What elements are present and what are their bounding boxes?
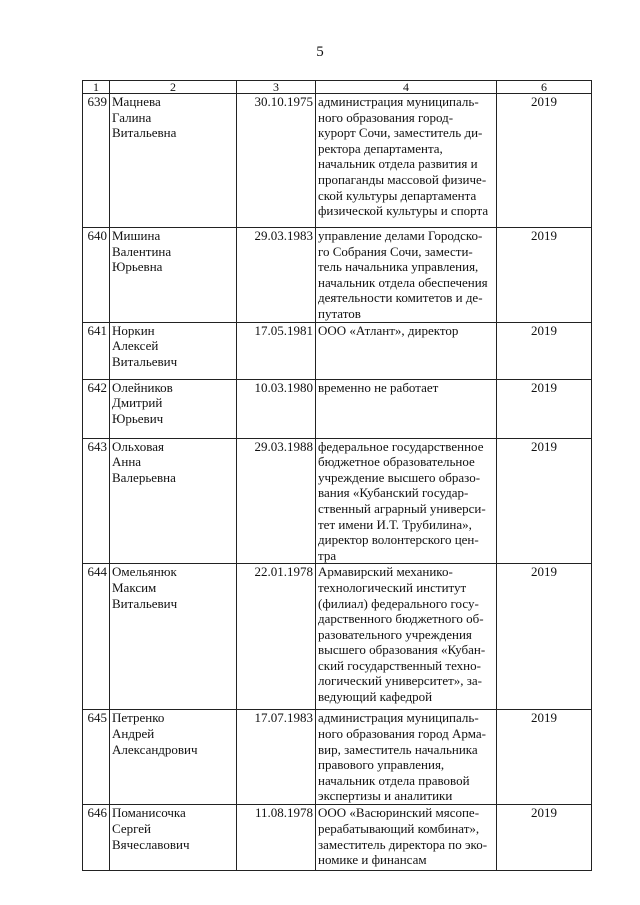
cell-name-line: Галина (112, 109, 152, 125)
table-row (83, 228, 592, 323)
table-row (83, 710, 592, 805)
cell-workplace-line: (филиал) федерального госу- (318, 595, 479, 611)
cell-name-line: Максим (112, 579, 157, 595)
cell-name (110, 228, 237, 323)
cell-workplace-line: заместитель директора по эко- (318, 836, 488, 852)
cell-workplace (316, 228, 497, 323)
cell-workplace-line: пропаганды массовой физиче- (318, 171, 487, 187)
header-col-birth-date: 3 (237, 81, 316, 94)
cell-workplace-line: номике и финансам (318, 852, 427, 868)
cell-name-line: Анна (112, 454, 142, 470)
registry-table (82, 80, 592, 871)
cell-birth-date: 30.10.1975 (237, 94, 316, 228)
cell-year: 2019 (497, 228, 592, 323)
cell-workplace (316, 438, 497, 564)
cell-year: 2019 (497, 564, 592, 710)
cell-workplace-line: ного образования город- (318, 109, 454, 125)
cell-workplace-line: Армавирский механико- (318, 564, 453, 580)
table-row (83, 94, 592, 228)
cell-workplace-line: начальник отдела обеспечения (318, 274, 488, 290)
cell-workplace (316, 710, 497, 805)
cell-workplace-line: администрация муниципаль- (318, 94, 479, 109)
cell-birth-date: 22.01.1978 (237, 564, 316, 710)
cell-name-line: Сергей (112, 820, 151, 836)
cell-birth-date: 17.07.1983 (237, 710, 316, 805)
header-col-year: 6 (497, 81, 592, 94)
cell-workplace-line: вания «Кубанский государ- (318, 485, 469, 501)
cell-name (110, 805, 237, 871)
cell-name-line: Ольховая (112, 438, 165, 454)
cell-birth-date: 17.05.1981 (237, 322, 316, 379)
cell-name-line: Юрьевич (112, 410, 164, 426)
cell-name (110, 379, 237, 438)
cell-name-line: Мацнева (112, 94, 161, 109)
cell-workplace-line: тет имени И.Т. Трубилина», (318, 516, 472, 532)
cell-name (110, 438, 237, 564)
cell-workplace-line: начальник отдела правовой (318, 772, 470, 788)
table-row (83, 564, 592, 710)
header-col-number: 1 (83, 81, 110, 94)
cell-number: 642 (83, 379, 110, 438)
cell-workplace-line: временно не работает (318, 379, 439, 395)
cell-workplace-line: высшего образования «Кубан- (318, 642, 486, 658)
cell-birth-date: 11.08.1978 (237, 805, 316, 871)
table-row (83, 438, 592, 564)
cell-name-line: Витальевна (112, 125, 177, 141)
cell-workplace-line: дарственного бюджетного об- (318, 611, 484, 627)
cell-name-line: Вячеславович (112, 836, 190, 852)
cell-workplace (316, 564, 497, 710)
header-col-workplace: 4 (316, 81, 497, 94)
cell-workplace-line: рерабатывающий комбинат», (318, 820, 480, 836)
cell-name (110, 94, 237, 228)
cell-name-line: Поманисочка (112, 805, 186, 821)
cell-number: 644 (83, 564, 110, 710)
page-number: 5 (316, 44, 324, 60)
cell-workplace-line: путатов (318, 305, 361, 321)
cell-name-line: Витальевич (112, 595, 178, 611)
cell-number: 643 (83, 438, 110, 564)
cell-workplace-line: ного образования город Арма- (318, 725, 486, 741)
cell-workplace-line: администрация муниципаль- (318, 710, 479, 726)
cell-workplace (316, 94, 497, 228)
cell-workplace-line: федеральное государственное (318, 438, 484, 454)
cell-workplace-line: ведующий кафедрой (318, 689, 433, 705)
cell-year: 2019 (497, 710, 592, 805)
cell-workplace-line: разовательного учреждения (318, 626, 472, 642)
cell-name (110, 564, 237, 710)
cell-workplace (316, 805, 497, 871)
cell-year: 2019 (497, 94, 592, 228)
table-body (83, 94, 592, 871)
cell-workplace-line: логический университет», за- (318, 673, 482, 689)
cell-number: 645 (83, 710, 110, 805)
cell-year: 2019 (497, 438, 592, 564)
cell-workplace-line: тель начальника управления, (318, 259, 479, 275)
cell-workplace-line: директор волонтерского цен- (318, 532, 479, 548)
cell-name-line: Омельянюк (112, 564, 177, 580)
cell-name-line: Витальевич (112, 353, 178, 369)
cell-workplace (316, 379, 497, 438)
cell-workplace-line: тра (318, 547, 337, 563)
table-row (83, 322, 592, 379)
cell-workplace-line: ственный аграрный универси- (318, 500, 486, 516)
cell-birth-date: 10.03.1980 (237, 379, 316, 438)
cell-workplace-line: ООО «Васюринский мясопе- (318, 805, 480, 821)
cell-name-line: Юрьевна (112, 259, 163, 275)
cell-name-line: Мишина (112, 228, 161, 243)
cell-year: 2019 (497, 379, 592, 438)
cell-name-line: Александрович (112, 741, 198, 757)
cell-number: 639 (83, 94, 110, 228)
table-row (83, 805, 592, 871)
cell-workplace-line: начальник отдела развития и (318, 156, 478, 172)
cell-number: 641 (83, 322, 110, 379)
cell-name-line: Алексей (112, 338, 159, 354)
cell-workplace-line: го Собрания Сочи, замести- (318, 243, 473, 259)
cell-workplace-line: физической культуры и спорта (318, 203, 489, 219)
cell-name (110, 710, 237, 805)
cell-number: 640 (83, 228, 110, 323)
cell-number: 646 (83, 805, 110, 871)
cell-workplace-line: вир, заместитель начальника (318, 741, 478, 757)
cell-name-line: Дмитрий (112, 395, 163, 411)
cell-name (110, 322, 237, 379)
header-row (83, 81, 592, 94)
cell-name-line: Андрей (112, 725, 155, 741)
cell-workplace-line: ректора департамента, (318, 140, 443, 156)
cell-workplace (316, 322, 497, 379)
cell-workplace-line: учреждение высшего образо- (318, 469, 481, 485)
cell-workplace-line: ской культуры департамента (318, 187, 477, 203)
cell-workplace-line: ский государственный техно- (318, 657, 481, 673)
cell-workplace-line: правового управления, (318, 757, 445, 773)
cell-workplace-line: курорт Сочи, заместитель ди- (318, 125, 483, 141)
cell-name-line: Валерьевна (112, 469, 176, 485)
table-row (83, 379, 592, 438)
cell-name-line: Петренко (112, 710, 165, 726)
cell-workplace-line: деятельности комитетов и де- (318, 290, 483, 306)
cell-birth-date: 29.03.1988 (237, 438, 316, 564)
cell-name-line: Норкин (112, 322, 155, 338)
cell-year: 2019 (497, 322, 592, 379)
cell-workplace-line: технологический институт (318, 579, 467, 595)
cell-year: 2019 (497, 805, 592, 871)
cell-name-line: Олейников (112, 379, 173, 395)
cell-workplace-line: бюджетное образовательное (318, 454, 475, 470)
cell-name-line: Валентина (112, 243, 172, 259)
cell-birth-date: 29.03.1983 (237, 228, 316, 323)
cell-workplace-line: экспертизы и аналитики (318, 788, 453, 804)
header-col-name: 2 (110, 81, 237, 94)
cell-workplace-line: ООО «Атлант», директор (318, 322, 459, 338)
cell-workplace-line: управление делами Городско- (318, 228, 483, 243)
